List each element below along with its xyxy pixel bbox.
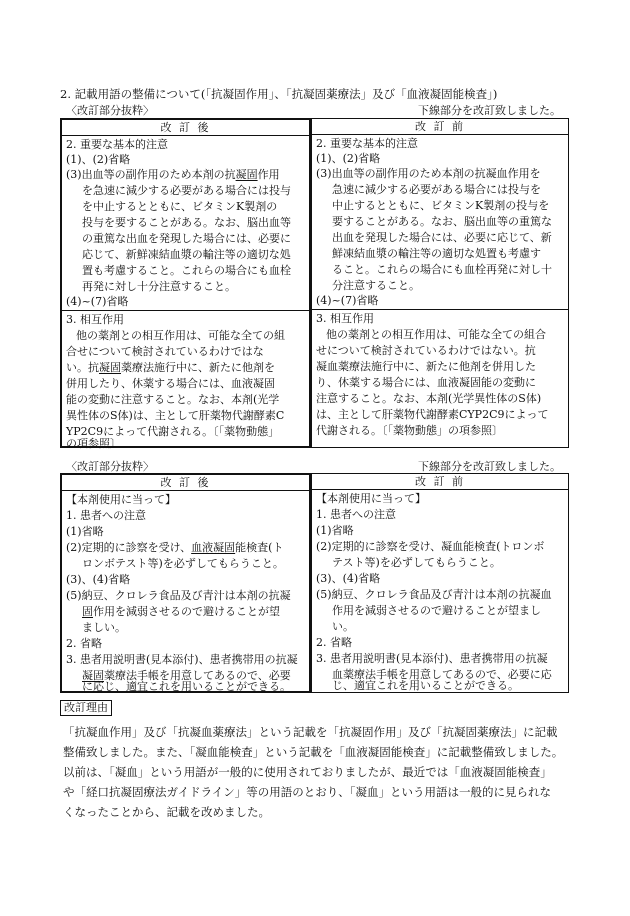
table1-before-header: 改 訂 前: [312, 119, 568, 135]
t1b-item3-line5: 出血を発現した場合には、必要に応じて、新: [332, 231, 552, 244]
t1b-item3-line8: 分注意すること。: [332, 279, 420, 292]
t2a-s3-line3: に応じ、適宜これを用いることができる。: [82, 680, 291, 693]
t1b-items47: (4)~(7)省略: [316, 294, 379, 307]
t2b-heading: 【本剤使用に当って】: [316, 492, 426, 505]
underline-note-2: 下線部分を改訂致しました。: [418, 460, 561, 473]
t1b-s3-line7: 代謝される。〔「薬物動態」の項参照〕: [316, 424, 503, 437]
t2a-s2: 2. 省略: [66, 637, 102, 650]
t2a-s3-line2: 凝固薬療法手帳を用意してあるので、必要: [82, 669, 291, 682]
t1b-item3-line3: 中止するとともに、ビタミンK製剤の投与を: [332, 199, 550, 212]
reason-line2: 整備致しました。また、「凝血能検査」という記載を「血液凝固能検査」に記載整備致しました。: [63, 745, 564, 759]
t1a-item3-line7: 置も考慮すること。これらの場合にも血栓: [82, 264, 291, 277]
t1a-item3-line1: (3)出血等の副作用のため本剤の抗凝固作用: [66, 168, 280, 181]
reason-label: 改訂理由: [60, 700, 112, 716]
reason-line5: くなったことから、記載を改めました。: [63, 805, 270, 819]
t1b-s3-line1: 他の薬剤との相互作用は、可能な全ての組合: [326, 328, 546, 341]
table2-after: [60, 473, 311, 693]
t1a-item3-line2: を急速に減少する必要がある場合には投与: [82, 184, 291, 197]
t1b-item3-line1: (3)出血等の副作用のため本剤の抗凝血作用を: [316, 167, 541, 180]
t1a-item3-line8: 再発に対し十分注意すること。: [82, 280, 236, 293]
t1b-item3-line4: 要することがある。なお、脳出血等の重篤な: [332, 215, 552, 228]
t2a-item5-line1: (5)納豆、クロレラ食品及び青汁は本剤の抗凝: [66, 589, 291, 602]
t1a-s3-line2: 合せについて検討されているわけではな: [66, 345, 264, 358]
t2b-item2-line1: (2)定期的に診察を受け、凝血能検査(トロンボ: [316, 540, 545, 553]
t1a-s2-title: 2. 重要な基本的注意: [66, 138, 168, 151]
t1a-items12: (1)、(2)省略: [66, 153, 131, 166]
t1b-s3-title: 3. 相互作用: [316, 312, 374, 325]
t1b-items12: (1)、(2)省略: [316, 152, 381, 165]
t2b-line2: (1)省略: [316, 524, 354, 537]
t2b-s3-line3: じ、適宜これを用いることができる。: [332, 679, 519, 692]
t1b-item3-line6: 鮮凍結血漿の輸注等の適切な処置も考慮す: [332, 247, 541, 260]
reason-line1: 「抗凝血作用」及び「抗凝血薬療法」という記載を「抗凝固作用」及び「抗凝固薬療法」に記載: [63, 725, 558, 739]
table1-after-header: 改 訂 後: [62, 120, 309, 136]
t2a-line1: 1. 患者への注意: [66, 509, 146, 522]
reason-line3: 以前は、「凝血」という用語が一般的に使用されておりましたが、最近では「血液凝固能検査」: [63, 765, 552, 779]
t2a-item5-line3: ましい。: [82, 621, 126, 634]
t2a-line2: (1)省略: [66, 525, 104, 538]
t2b-item5-line3: い。: [332, 620, 354, 633]
t2b-s3-line2: 血薬療法手帳を用意してあるので、必要に応: [332, 668, 552, 681]
reason-line4: や「経口抗凝固療法ガイドライン」等の用語のとおり、「凝血」という用語は一般的に見られな: [63, 785, 552, 799]
table1-after: [60, 118, 311, 448]
t1a-s3-line5: 能の変動に注意すること。なお、本剤(光学: [66, 393, 280, 406]
table2-before-header: 改 訂 前: [312, 474, 568, 490]
t1a-item3-line5: の重篤な出血を発現した場合には、必要に: [82, 232, 291, 245]
excerpt-label-1: 〈改訂部分抜粋〉: [66, 104, 154, 117]
t1b-s3-line4: り、休薬する場合には、血液凝固能の変動に: [316, 376, 536, 389]
table2-after-header: 改 訂 後: [62, 475, 309, 491]
t1b-s3-line5: 注意すること。なお、本剤(光学異性体のS体): [316, 392, 542, 405]
t2b-item5-line2: 作用を減弱させるので避けることが望まし: [332, 604, 541, 617]
t1a-item3-line3: を中止するとともに、ビタミンK製剤の: [82, 200, 278, 213]
excerpt-label-2: 〈改訂部分抜粋〉: [66, 460, 154, 473]
underline-note-1: 下線部分を改訂致しました。: [418, 104, 561, 117]
t1a-s3-title: 3. 相互作用: [66, 313, 124, 326]
t1a-s3-line7: YP2C9によって代謝される。〔「薬物動態」: [66, 425, 280, 438]
t2a-item5-line2: 固作用を減弱させるので避けることが望: [82, 605, 280, 618]
t2b-s2: 2. 省略: [316, 636, 352, 649]
section-title: 2. 記載用語の整備について(「抗凝固作用」、「抗凝固薬療法」及び「血液凝固能検査」): [60, 87, 498, 101]
t1b-s3-line6: は、主として肝薬物代謝酵素CYP2C9によって: [316, 408, 549, 421]
table2-before: [311, 473, 569, 693]
t1b-s3-line2: せについて検討されているわけではない。抗: [316, 344, 536, 357]
t2a-item2-line2: ロンボテスト等)を必ずしてもらうこと。: [82, 557, 284, 570]
t1a-s3-line8: の項参照〕: [66, 437, 121, 450]
t2b-item2-line2: テスト等)を必ずしてもらうこと。: [332, 556, 501, 569]
t2a-items34: (3)、(4)省略: [66, 573, 131, 586]
t2a-heading: 【本剤使用に当って】: [66, 493, 176, 506]
t2a-item2-line1: (2)定期的に診察を受け、血液凝固能検査(ト: [66, 541, 284, 554]
t1a-s3-line1: 他の薬剤との相互作用は、可能な全ての組: [76, 329, 285, 342]
t2b-item5-line1: (5)納豆、クロレラ食品及び青汁は本剤の抗凝血: [316, 588, 552, 601]
t1b-s3-line3: 凝血薬療法施行中に、新たに他剤を併用した: [316, 360, 536, 373]
t1a-items47: (4)~(7)省略: [66, 295, 129, 308]
t2b-items34: (3)、(4)省略: [316, 572, 381, 585]
table1-before: [311, 118, 569, 448]
t1a-s3-line6: 異性体のS体)は、主として肝薬物代謝酵素C: [66, 409, 285, 422]
t1b-s2-title: 2. 重要な基本的注意: [316, 137, 418, 150]
t2a-s3-line1: 3. 患者用説明書(見本添付)、患者携帯用の抗凝: [66, 653, 298, 666]
t1a-item3-line4: 投与を要することがある。なお、脳出血等: [82, 216, 291, 229]
t1a-item3-line6: 応じて、新鮮凍結血漿の輸注等の適切な処: [82, 248, 291, 261]
t1b-item3-line7: ること。これらの場合にも血栓再発に対し十: [332, 263, 552, 276]
t2b-s3-line1: 3. 患者用説明書(見本添付)、患者携帯用の抗凝: [316, 652, 548, 665]
t1a-s3-line3: い。抗凝固薬療法施行中に、新たに他剤を: [66, 361, 275, 374]
t2b-line1: 1. 患者への注意: [316, 508, 396, 521]
t1b-item3-line2: 急速に減少する必要がある場合には投与を: [332, 183, 541, 196]
t1a-s3-line4: 併用したり、休薬する場合には、血液凝固: [66, 377, 275, 390]
